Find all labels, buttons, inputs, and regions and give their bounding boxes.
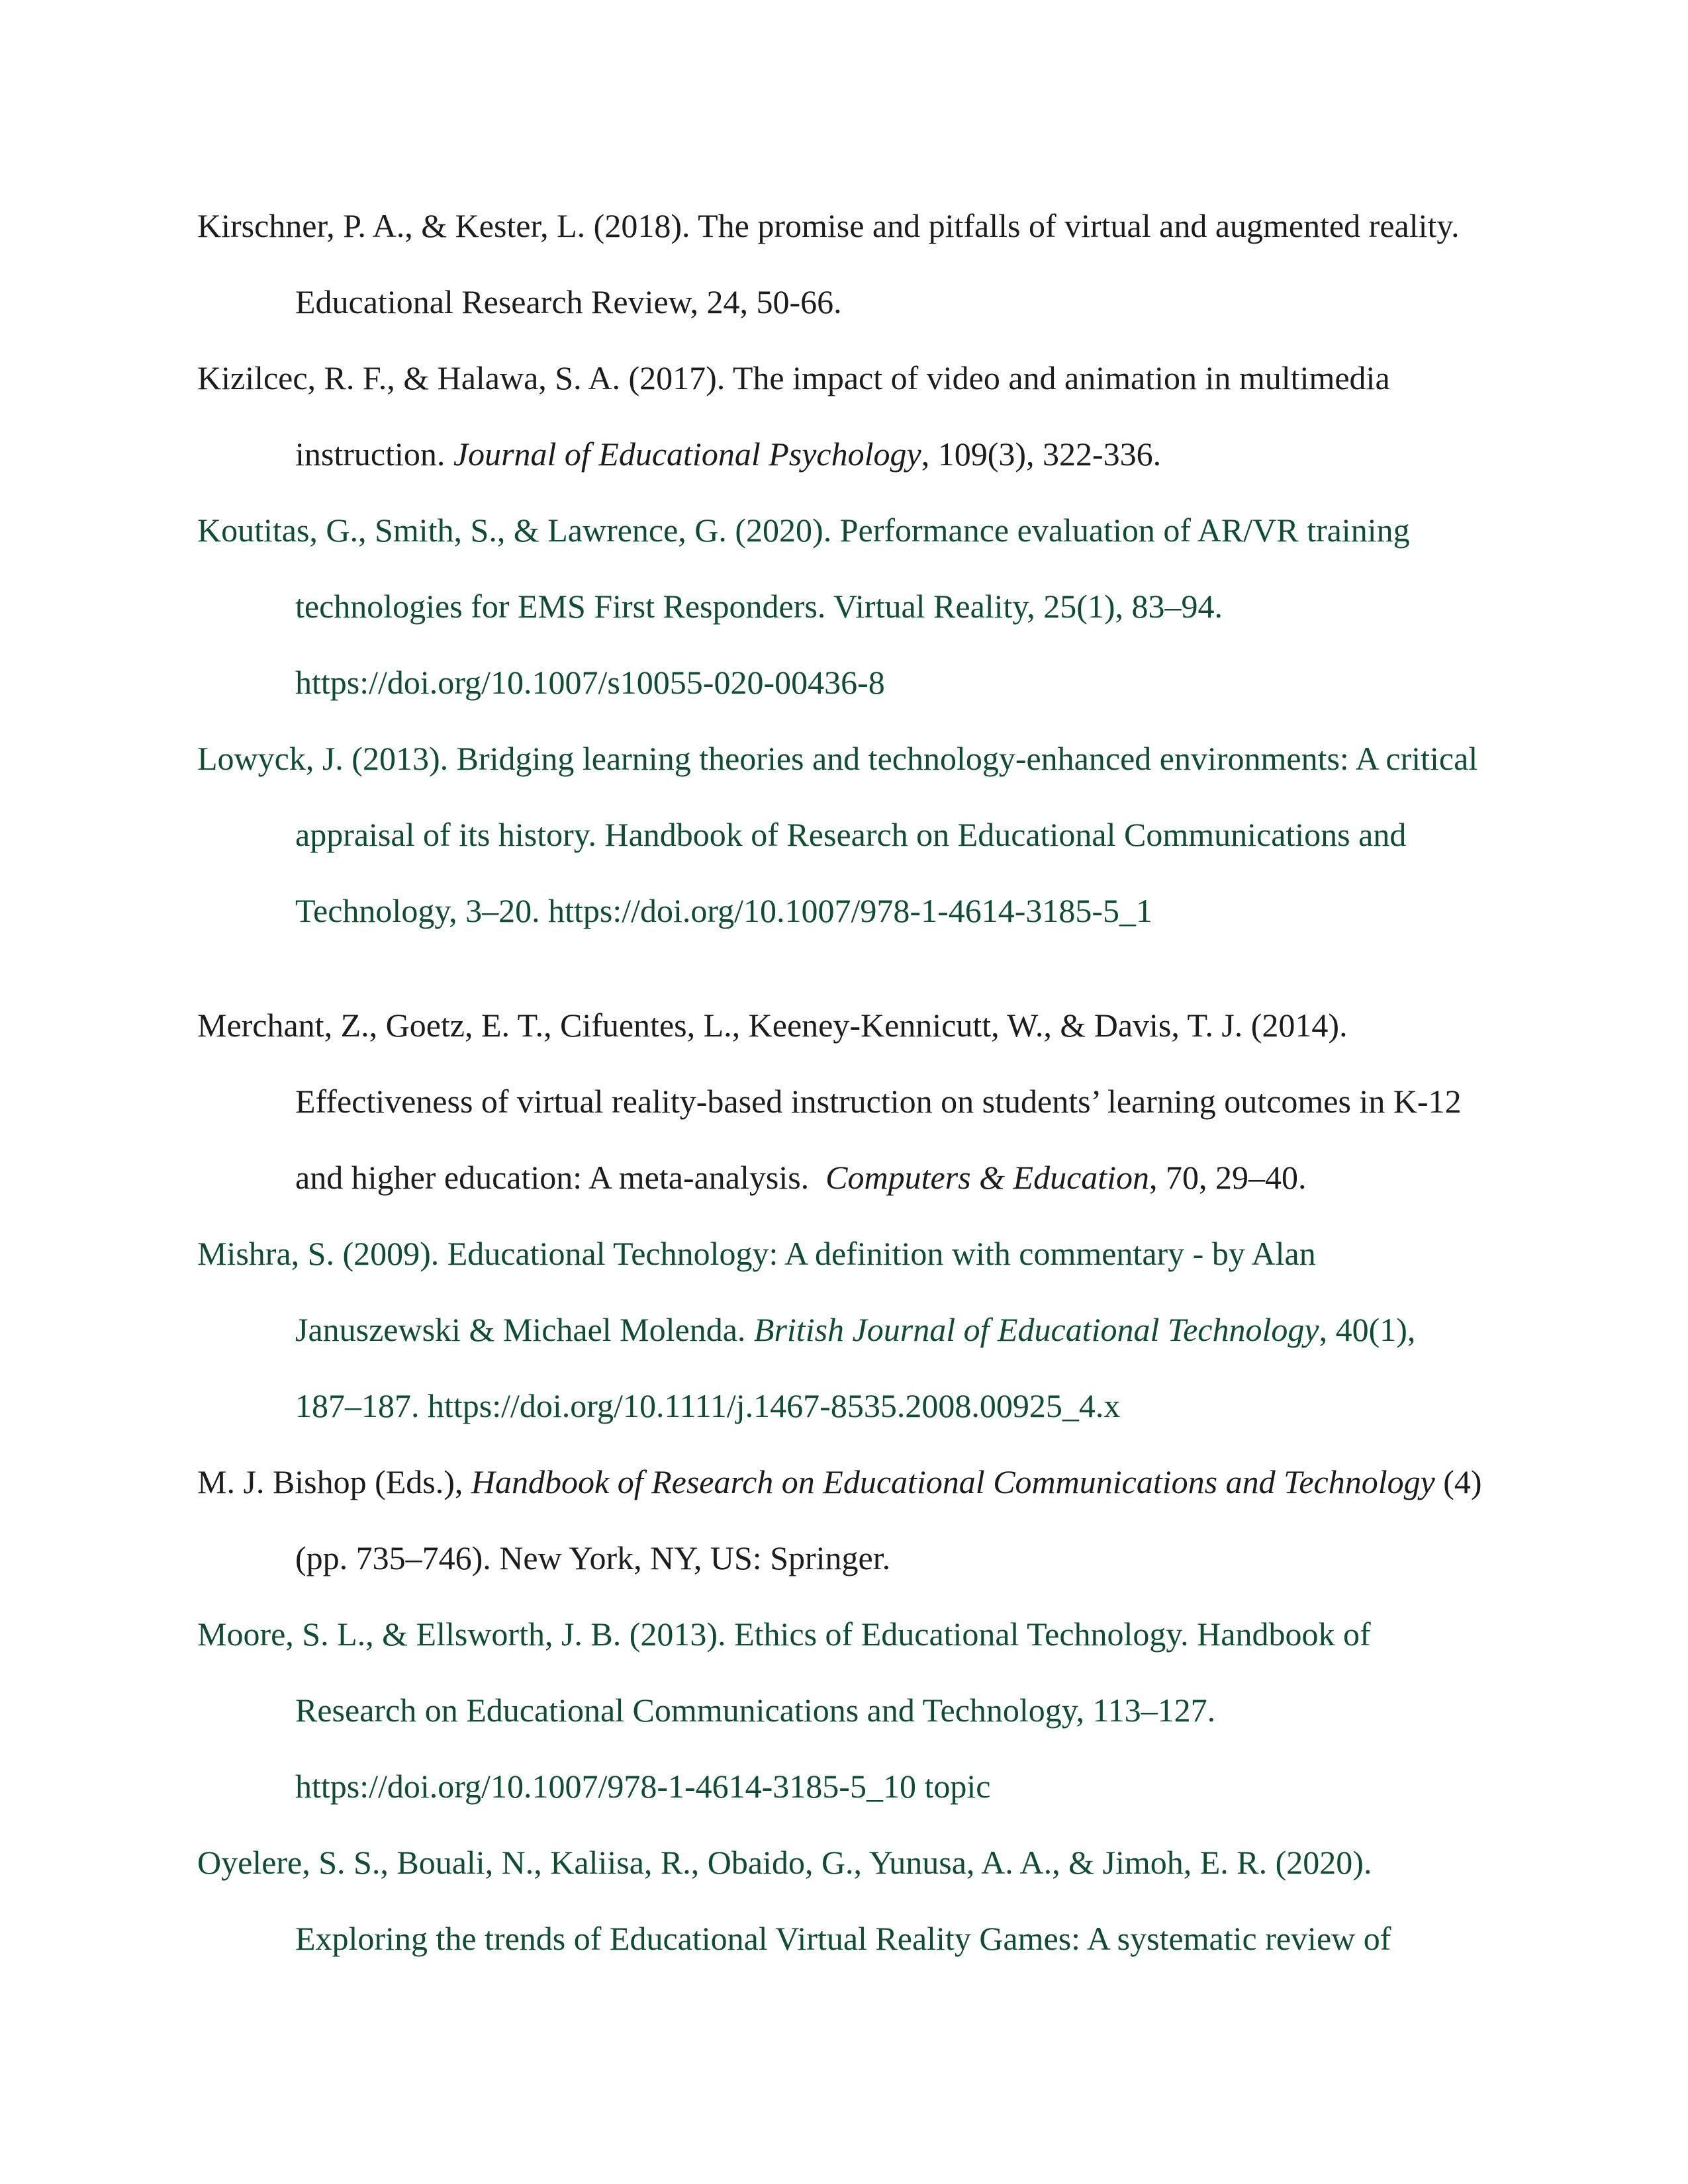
reference-entry	[197, 721, 1495, 949]
reference-line: Merchant, Z., Goetz, E. T., Cifuentes, L., Keeney-Kennicutt, W., & Davis, T. J. (2014).	[197, 1007, 1348, 1044]
reference-line: Koutitas, G., Smith, S., & Lawrence, G. (2020). Performance evaluation of AR/VR training	[197, 512, 1410, 549]
reference-line: Research on Educational Communications and Technology, 113–127.	[295, 1692, 1216, 1729]
reference-line: Kirschner, P. A., & Kester, L. (2018). The promise and pitfalls of virtual and augmented reality.	[197, 207, 1460, 244]
reference-line	[295, 416, 1495, 492]
reference-entry	[197, 987, 1495, 1216]
reference-line: appraisal of its history. Handbook of Research on Educational Communications and	[295, 816, 1407, 853]
reference-entry	[197, 1444, 1495, 1596]
reference-list	[197, 188, 1495, 1977]
reference-entry	[197, 340, 1495, 492]
reference-text: Januszewski & Michael Molenda.	[295, 1311, 754, 1348]
book-title: Handbook of Research on Educational Communications and Technology	[471, 1463, 1435, 1500]
reference-entry	[197, 1596, 1495, 1825]
reference-line: Exploring the trends of Educational Virtual Reality Games: A systematic review of	[295, 1920, 1391, 1957]
reference-line	[197, 1444, 1495, 1520]
reference-line: Mishra, S. (2009). Educational Technology: A definition with commentary - by Alan	[197, 1235, 1316, 1272]
reference-entry	[197, 188, 1495, 340]
reference-text: , 40(1),	[1319, 1311, 1416, 1348]
reference-text: , 70, 29–40.	[1149, 1159, 1307, 1196]
journal-title: Journal of Educational Psychology	[453, 435, 921, 473]
reference-text: M. J. Bishop (Eds.),	[197, 1463, 471, 1500]
reference-text: instruction.	[295, 435, 453, 473]
reference-line: Technology, 3–20. https://doi.org/10.1007/978-1-4614-3185-5_1	[295, 892, 1153, 929]
spacer	[197, 949, 1495, 987]
reference-line	[295, 1140, 1495, 1216]
reference-line: Lowyck, J. (2013). Bridging learning theories and technology-enhanced environments: A critical	[197, 740, 1478, 777]
reference-line: Oyelere, S. S., Bouali, N., Kaliisa, R., Obaido, G., Yunusa, A. A., & Jimoh, E. R. (2020).	[197, 1844, 1372, 1881]
reference-line: Kizilcec, R. F., & Halawa, S. A. (2017). The impact of video and animation in multimedia	[197, 359, 1390, 396]
reference-line: (pp. 735–746). New York, NY, US: Springer.	[295, 1539, 891, 1576]
reference-text: and higher education: A meta-analysis.	[295, 1159, 826, 1196]
reference-line: Effectiveness of virtual reality-based instruction on students’ learning outcomes in K-12	[295, 1083, 1462, 1120]
doi-link[interactable]: https://doi.org/10.1007/s10055-020-00436-8	[295, 664, 885, 701]
reference-line: 187–187. https://doi.org/10.1111/j.1467-8535.2008.00925_4.x	[295, 1387, 1121, 1424]
reference-line: https://doi.org/10.1007/978-1-4614-3185-5_10 topic	[295, 1768, 991, 1805]
journal-title: British Journal of Educational Technology	[753, 1311, 1319, 1348]
reference-line	[295, 1292, 1495, 1368]
reference-line: Educational Research Review, 24, 50-66.	[295, 283, 842, 320]
reference-text: (4)	[1434, 1463, 1482, 1500]
reference-entry	[197, 492, 1495, 721]
reference-line: technologies for EMS First Responders. Virtual Reality, 25(1), 83–94.	[295, 588, 1223, 625]
reference-entry	[197, 1825, 1495, 1977]
reference-text: , 109(3), 322-336.	[921, 435, 1162, 473]
reference-entry	[197, 1216, 1495, 1444]
journal-title: Computers & Education	[825, 1159, 1150, 1196]
reference-line: Moore, S. L., & Ellsworth, J. B. (2013). Ethics of Educational Technology. Handbook of	[197, 1615, 1371, 1653]
